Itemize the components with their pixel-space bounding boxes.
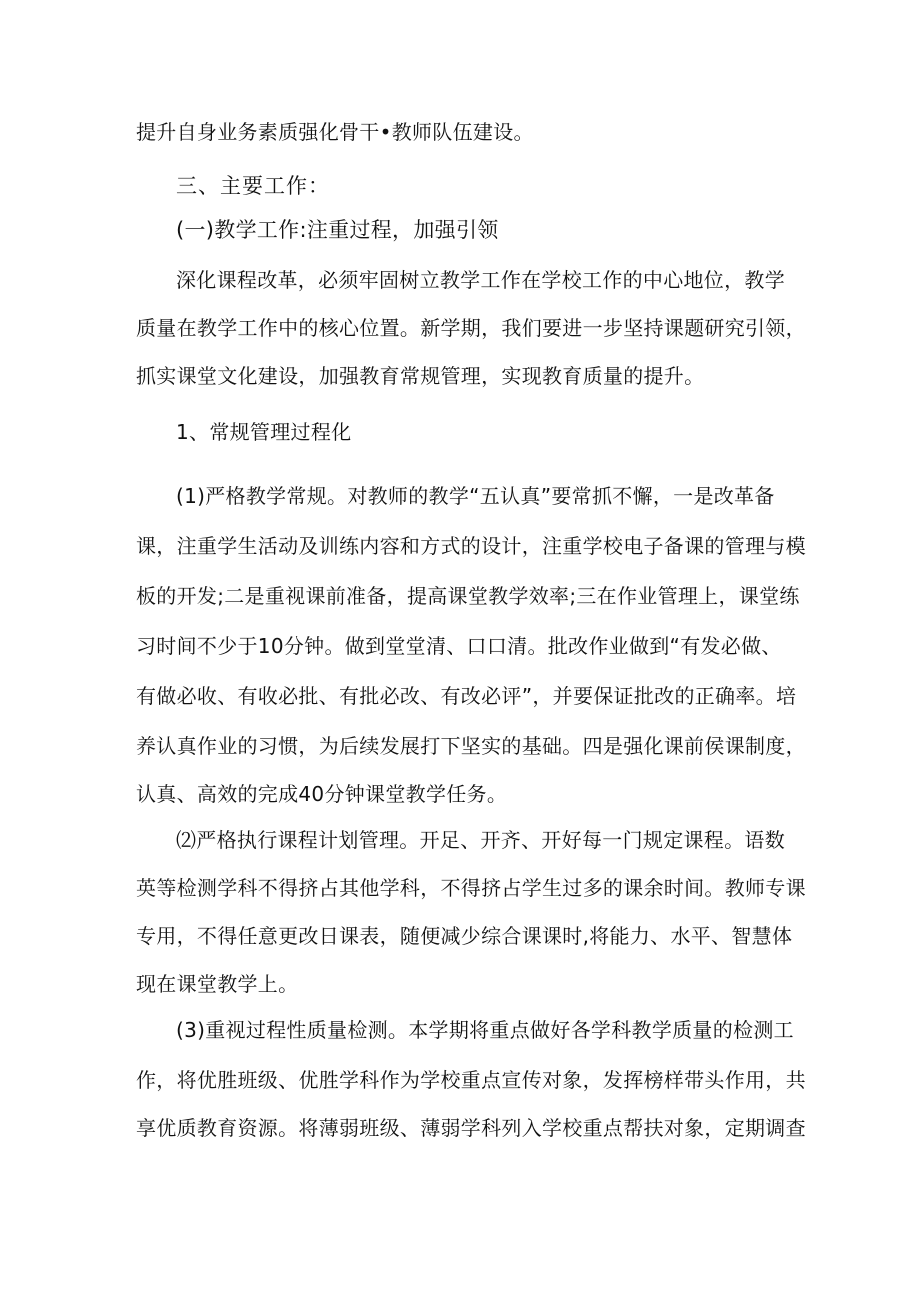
paragraph-line: 有做必收、有收必批、有批必改、有改必评”，并要保证批改的正确率。培 — [136, 684, 797, 708]
paragraph-line: 习时间不少于10分钟。做到堂堂清、口口清。批改作业做到“有发必做、 — [136, 634, 782, 658]
list-heading: 1、常规管理过程化 — [176, 420, 352, 444]
section-heading: 三、主要工作： — [176, 174, 330, 198]
paragraph-line: 养认真作业的习惯，为后续发展打下坚实的基础。四是强化课前侯课制度， — [136, 734, 806, 758]
paragraph-line: 英等检测学科不得挤占其他学科，不得挤占学生过多的课余时间。教师专课 — [136, 876, 806, 900]
paragraph-line: 板的开发;二是重视课前准备，提高课堂教学效率;三在作业管理上，课堂练 — [136, 584, 800, 608]
paragraph-line: 抓实课堂文化建设，加强教育常规管理，实现教育质量的提升。 — [136, 364, 705, 388]
paragraph-line: 深化课程改革，必须牢固树立教学工作在学校工作的中心地位，教学 — [176, 268, 785, 292]
paragraph-line: 提升自身业务素质强化骨干•教师队伍建设。 — [136, 120, 534, 144]
paragraph-line: 享优质教育资源。将薄弱班级、薄弱学科列入学校重点帮扶对象，定期调查 — [136, 1116, 806, 1140]
paragraph-line: 作，将优胜班级、优胜学科作为学校重点宣传对象，发挥榜样带头作用，共 — [136, 1068, 806, 1092]
paragraph-line: 课，注重学生活动及训练内容和方式的设计，注重学校电子备课的管理与模 — [136, 534, 806, 558]
paragraph-line: (3)重视过程性质量检测。本学期将重点做好各学科教学质量的检测工 — [176, 1018, 794, 1042]
paragraph-line: (1)严格教学常规。对教师的教学“五认真”要常抓不懈，一是改革备 — [176, 484, 775, 508]
paragraph-line: ⑵严格执行课程计划管理。开足、开齐、开好每一门规定课程。语数 — [176, 828, 785, 852]
paragraph-line: 现在课堂教学上。 — [136, 972, 299, 996]
paragraph-line: 专用，不得任意更改日课表，随便减少综合课课时,将能力、水平、智慧体 — [136, 924, 793, 948]
paragraph-line: 质量在教学工作中的核心位置。新学期，我们要进一步坚持课题研究引领， — [136, 316, 806, 340]
paragraph-line: 认真、高效的完成40分钟课堂教学任务。 — [136, 782, 508, 806]
subsection-heading: (一)教学工作:注重过程，加强引领 — [176, 218, 499, 242]
